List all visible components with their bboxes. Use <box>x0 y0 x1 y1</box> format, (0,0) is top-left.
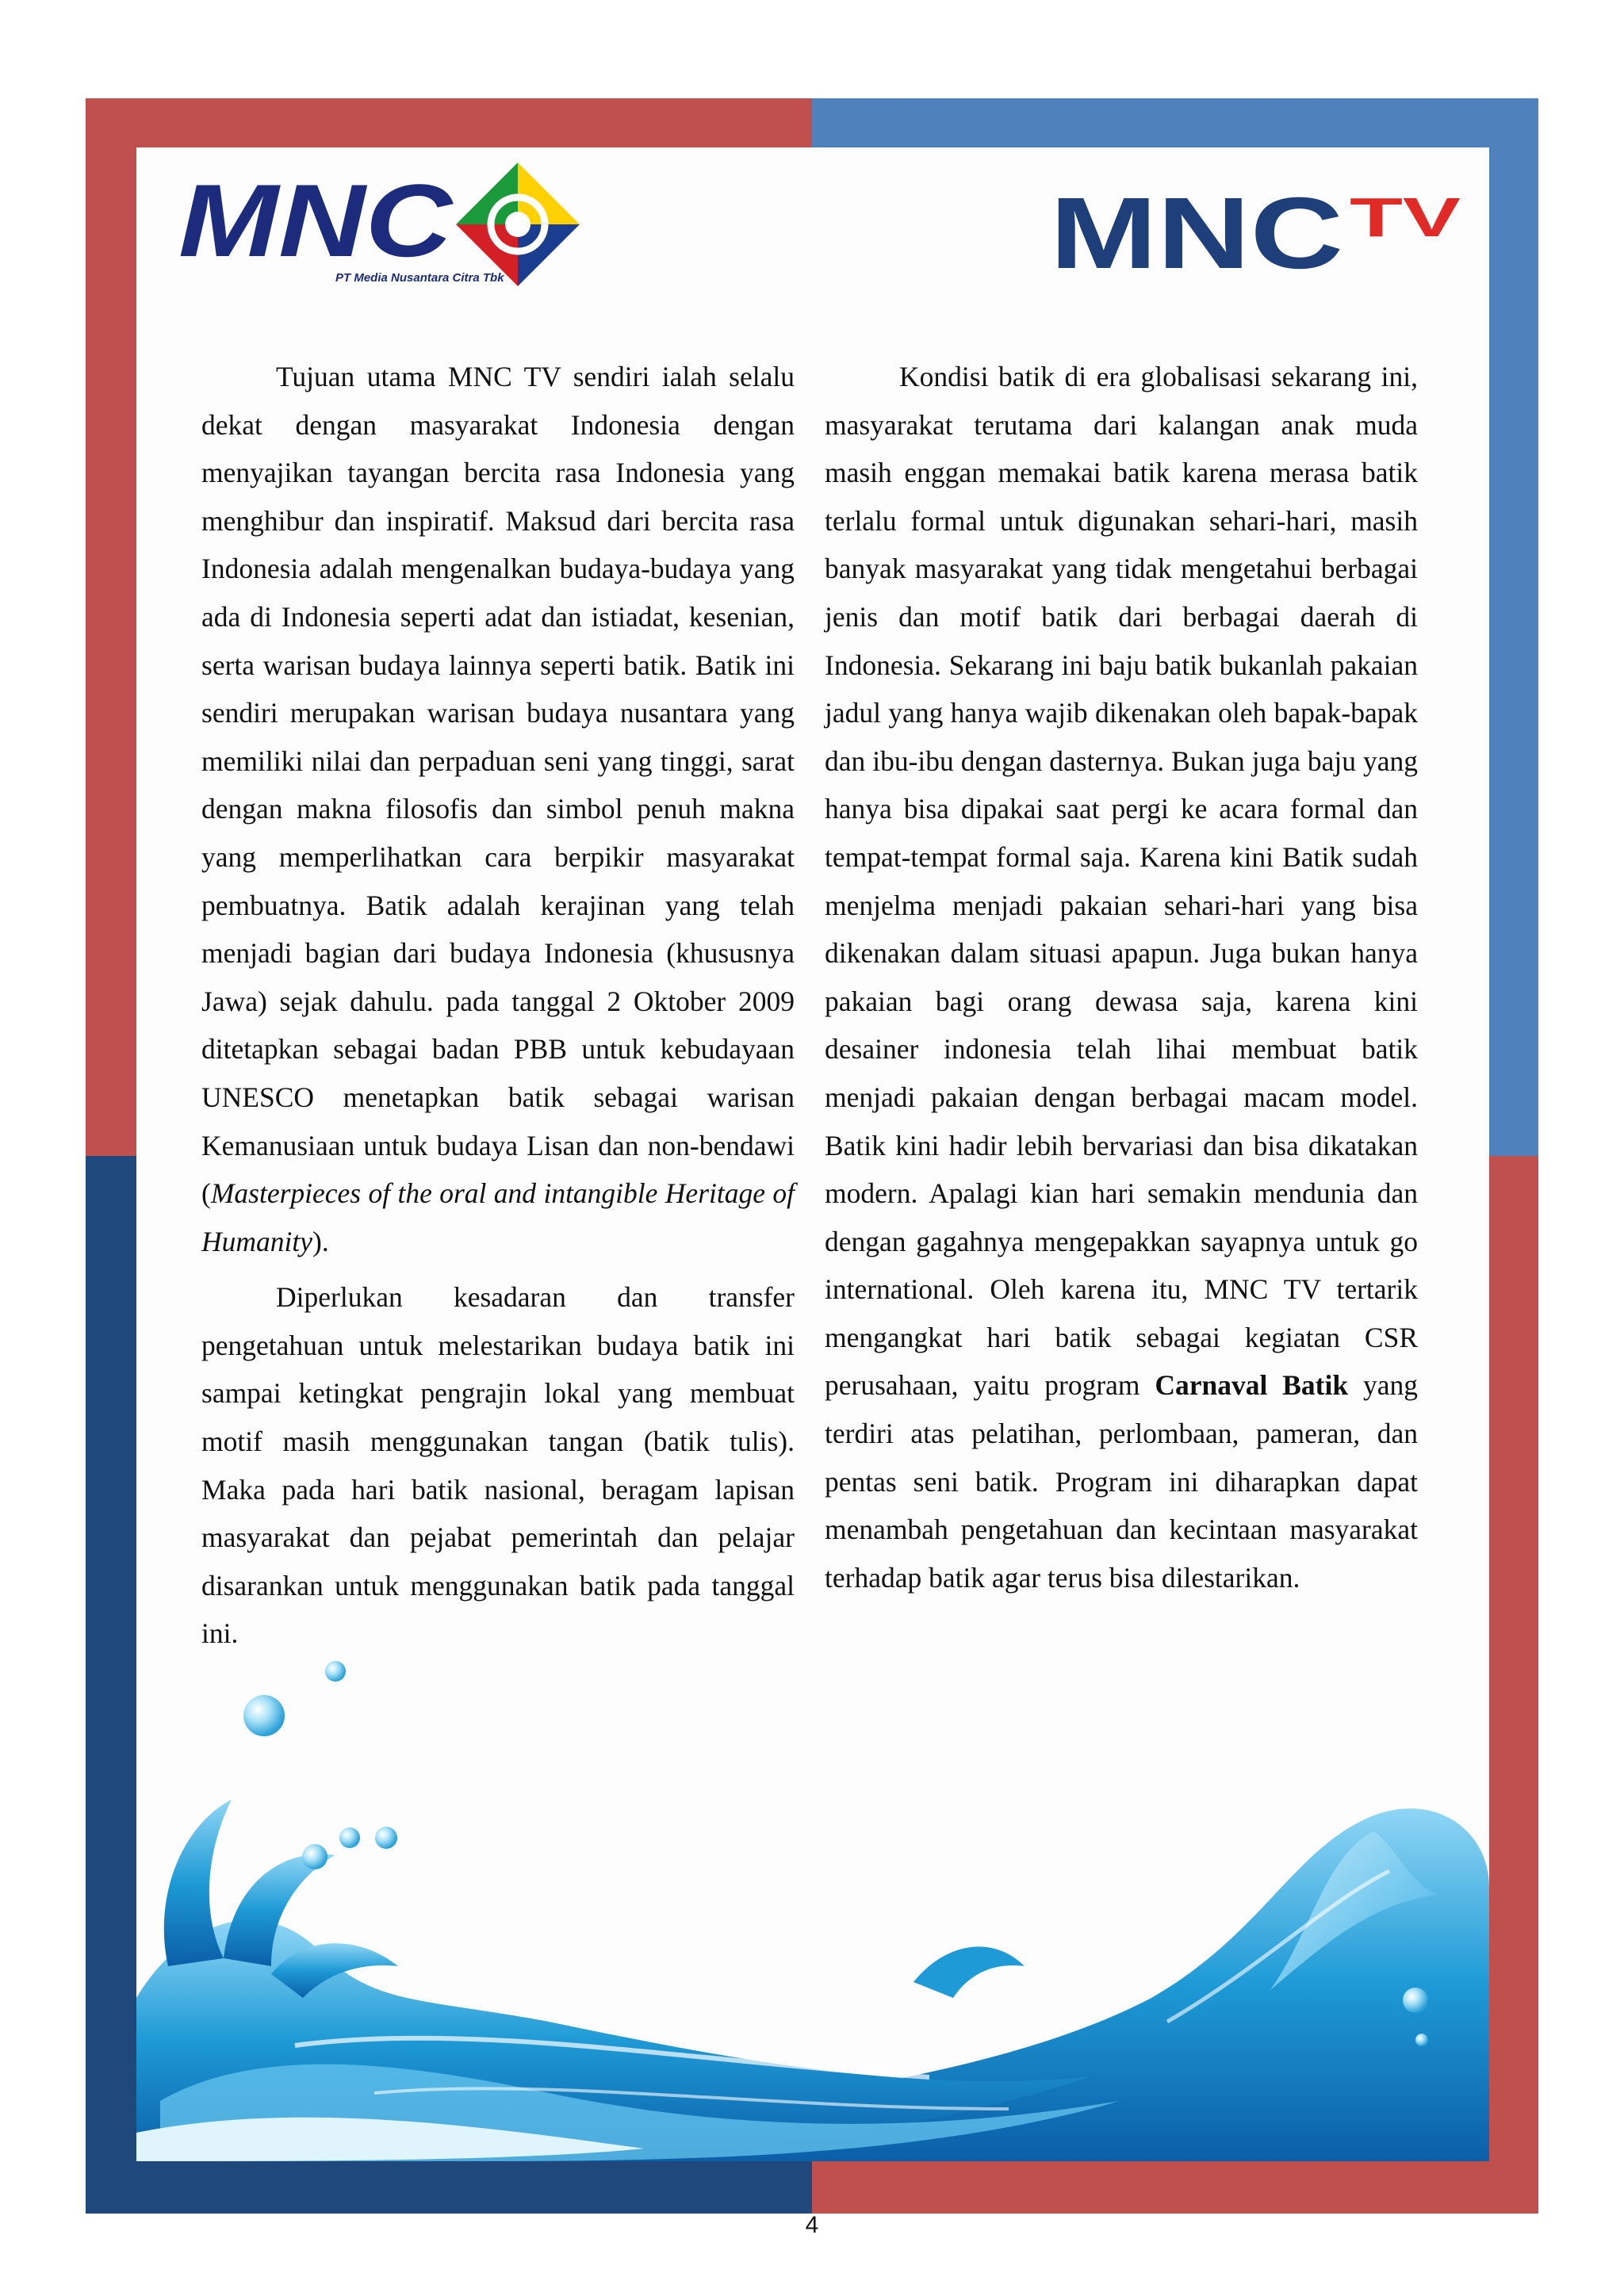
article-column-left <box>201 353 795 1666</box>
mnc-tagline: PT Media Nusantara Citra Tbk <box>335 271 504 285</box>
mnc-wordmark: MNC <box>178 163 454 278</box>
paragraph-text: Kondisi batik di era globalisasi sekarang ini, masyarakat terutama dari kalangan anak muda masih enggan memakai batik karena merasa batik terlalu formal untuk digunakan sehari-hari, masih banyak masyarakat yang tidak mengetahui berbagai jenis dan motif batik dari berbagai daerah di Indonesia. Sekarang ini baju batik bukanlah pakaian jadul yang hanya wajib dikenakan oleh bapak-bapak dan ibu-ibu dengan dasternya. Bukan juga baju yang hanya bisa dipakai saat pergi ke acara formal dan tempat-tempat formal saja. Karena kini Batik sudah menjelma menjadi pakaian sehari-hari yang bisa dikenakan dalam situasi apapun. Juga bukan hanya pakaian bagi orang dewasa saja, karena kini desainer indonesia telah lihai membuat batik menjadi pakaian dengan berbagai macam model. Batik kini hadir lebih bervariasi dan bisa dikatakan modern. Apalagi kian hari semakin mendunia dan dengan gagahnya mengepakkan sayapnya untuk go international. Oleh karena itu, MNC TV tertarik mengangkat hari batik sebagai kegiatan CSR perusahaan, yaitu program <box>825 361 1418 1402</box>
paragraph-awareness <box>201 1273 795 1658</box>
paragraph-text: Diperlukan kesadaran dan transfer pengetahuan untuk melestarikan budaya batik ini sampai ketingkat pengrajin lokal yang membuat motif masih menggunakan tangan (batik tulis). Maka pada hari batik nasional, beragam lapisan masyarakat dan pejabat pemerintah dan pelajar disarankan untuk menggunakan batik pada tanggal ini. <box>201 1281 795 1650</box>
paragraph-text-end: yang terdiri atas pelatihan, perlombaan, pameran, dan pentas seni batik. Program ini diharapkan dapat menambah pengetahuan dan kecintaan masyarakat terhadap batik agar terus bisa dilestarikan. <box>825 1369 1418 1594</box>
paragraph-text-end: ). <box>312 1225 329 1257</box>
mnc-logo <box>178 161 583 292</box>
paragraph-text: Tujuan utama MNC TV sendiri ialah selalu dekat dengan masyarakat Indonesia dengan menyajikan tayangan bercita rasa Indonesia yang menghibur dan inspiratif. Maksud dari bercita rasa Indonesia adalah mengenalkan budaya-budaya yang ada di Indonesia seperti adat dan istiadat, kesenian, serta warisan budaya lainnya seperti batik. Batik ini sendiri merupakan warisan budaya nusantara yang memiliki nilai dan perpaduan seni yang tinggi, sarat dengan makna filosofis dan simbol penuh makna yang memperlihatkan cara berpikir masyarakat pembuatnya. Batik adalah kerajinan yang telah menjadi bagian dari budaya Indonesia (khususnya Jawa) sejak dahulu. pada tanggal 2 Oktober 2009 ditetapkan sebagai badan PBB untuk kebudayaan UNESCO menetapkan batik sebagai warisan Kemanusiaan untuk budaya Lisan dan non-bendawi ( <box>201 361 795 1210</box>
program-name-carnaval-batik: Carnaval Batik <box>1155 1369 1349 1402</box>
paragraph-batik-globalization <box>825 353 1418 1601</box>
mnctv-wordmark: MNC <box>1050 189 1343 272</box>
page-number: 4 <box>805 2212 819 2238</box>
water-wave-illustration <box>136 1760 1489 2161</box>
mnc-diamond-emblem <box>456 163 580 286</box>
paragraph-mnc-tv-goal <box>201 353 795 1265</box>
mnctv-logo <box>1050 189 1462 272</box>
italic-heritage-title: Masterpieces of the oral and intangible Heritage of Humanity <box>201 1177 795 1257</box>
article-column-right <box>825 353 1418 1609</box>
mnctv-tv-suffix: TV <box>1350 189 1461 248</box>
